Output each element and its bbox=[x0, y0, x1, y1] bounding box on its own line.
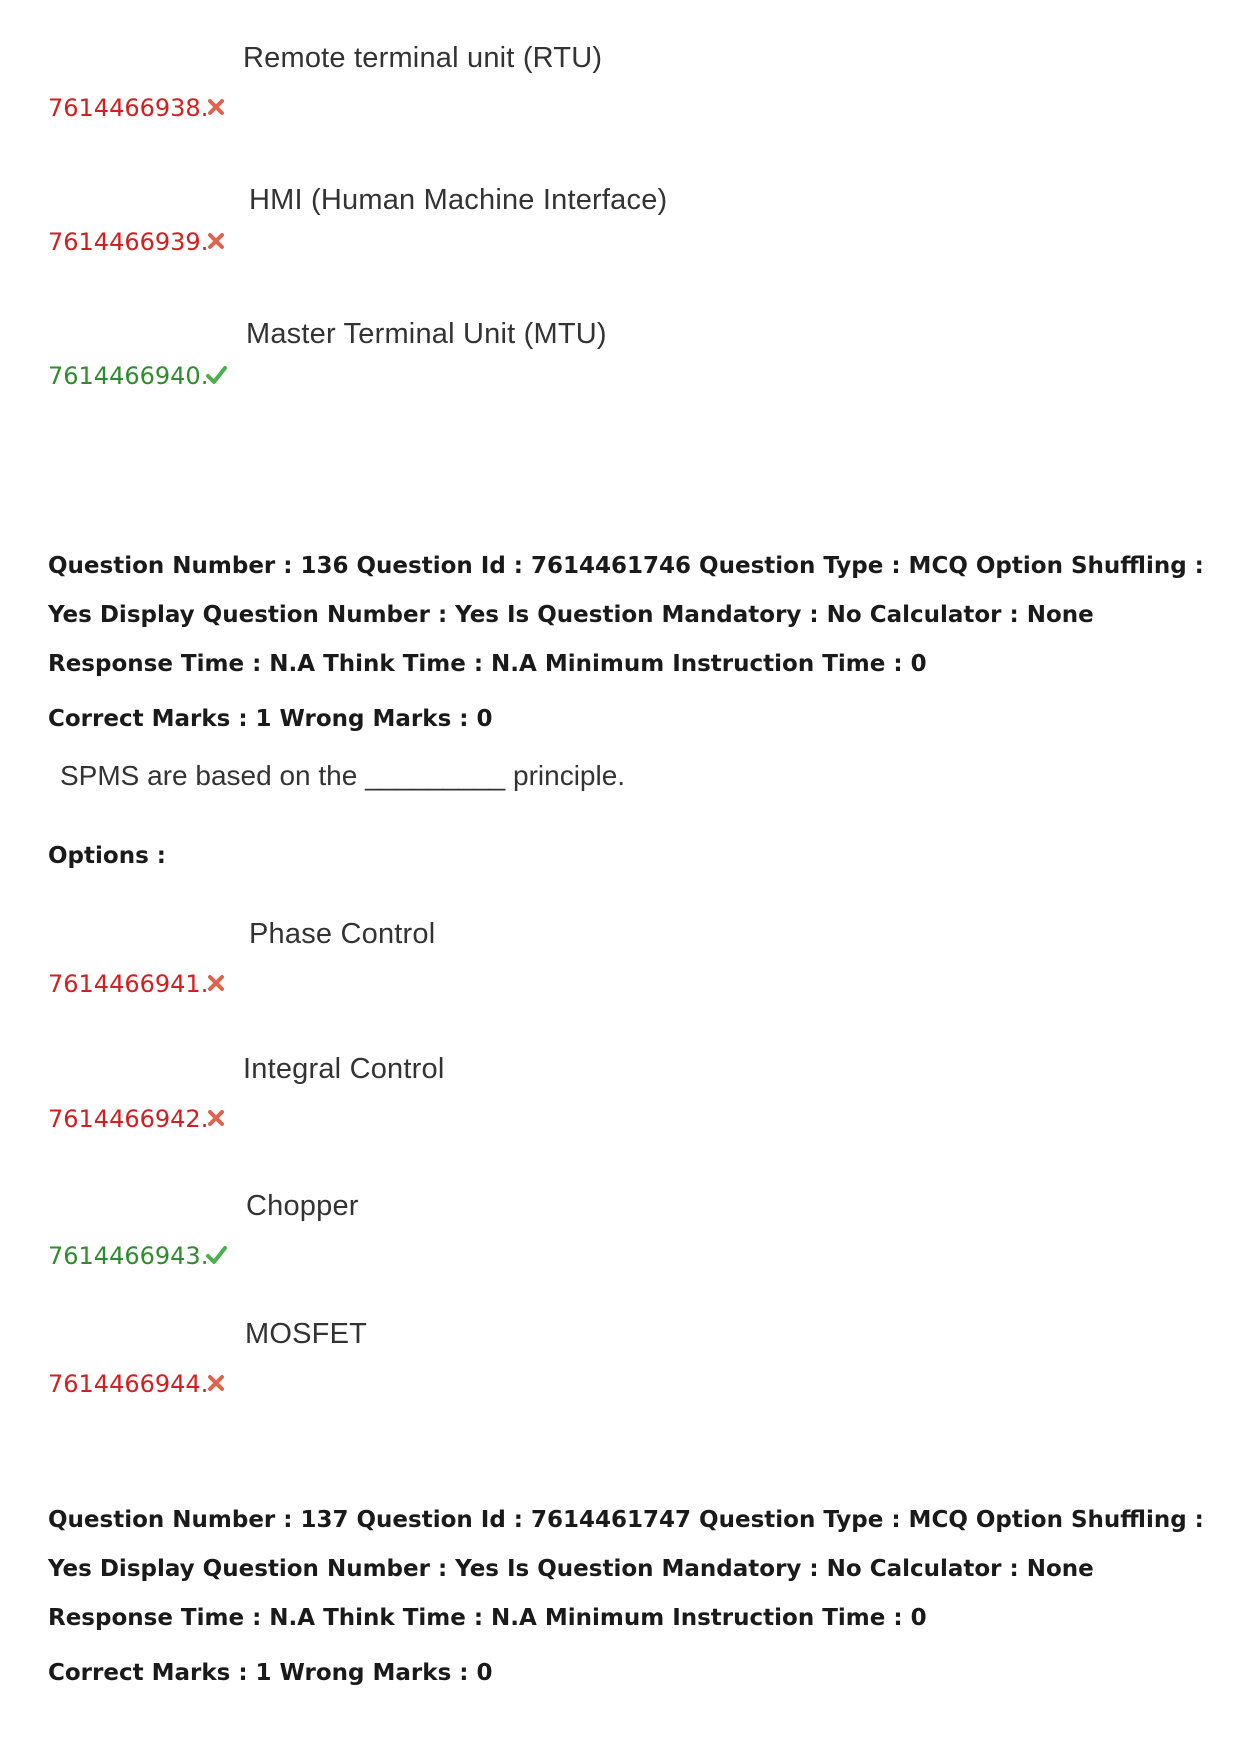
cross-icon bbox=[205, 96, 227, 118]
option-text: Phase Control bbox=[249, 918, 436, 950]
option-row bbox=[48, 1318, 948, 1398]
option-row bbox=[48, 310, 948, 390]
option-id: 7614466943. bbox=[48, 1242, 209, 1270]
option-row bbox=[48, 176, 948, 256]
check-icon bbox=[205, 364, 227, 386]
option-id: 7614466939. bbox=[48, 228, 209, 256]
question-text: SPMS are based on the _________ principle. bbox=[60, 760, 626, 791]
marks-line: Correct Marks : 1 Wrong Marks : 0 bbox=[48, 706, 493, 732]
cross-icon bbox=[205, 1107, 227, 1129]
options-label: Options : bbox=[48, 843, 166, 869]
option-id: 7614466941. bbox=[48, 970, 209, 998]
cross-icon bbox=[205, 230, 227, 252]
option-text: Integral Control bbox=[243, 1053, 445, 1085]
option-text: Master Terminal Unit (MTU) bbox=[246, 318, 607, 350]
marks-line: Correct Marks : 1 Wrong Marks : 0 bbox=[48, 1660, 493, 1686]
option-text: MOSFET bbox=[245, 1318, 368, 1350]
question-meta: Question Number : 137 Question Id : 7614461747 Question Type : MCQ Option Shuffling : Yes Display Question Number : Yes Is Question Mandatory : No Calculator : None Response Time : N.A Think Time : N.A Minimum Instruction Time : 0 bbox=[48, 1507, 1204, 1631]
option-id: 7614466940. bbox=[48, 362, 209, 390]
option-id: 7614466942. bbox=[48, 1105, 209, 1133]
cross-icon bbox=[205, 1372, 227, 1394]
option-row bbox=[48, 1053, 948, 1133]
cross-icon bbox=[205, 972, 227, 994]
option-id: 7614466938. bbox=[48, 94, 209, 122]
option-text: HMI (Human Machine Interface) bbox=[249, 184, 668, 216]
question-meta: Question Number : 136 Question Id : 7614461746 Question Type : MCQ Option Shuffling : Yes Display Question Number : Yes Is Question Mandatory : No Calculator : None Response Time : N.A Think Time : N.A Minimum Instruction Time : 0 bbox=[48, 553, 1204, 677]
option-row bbox=[48, 1190, 948, 1270]
option-row bbox=[48, 918, 948, 998]
check-icon bbox=[205, 1244, 227, 1266]
option-text: Remote terminal unit (RTU) bbox=[243, 42, 603, 74]
option-text: Chopper bbox=[246, 1190, 359, 1222]
option-id: 7614466944. bbox=[48, 1370, 209, 1398]
option-row bbox=[48, 42, 948, 122]
